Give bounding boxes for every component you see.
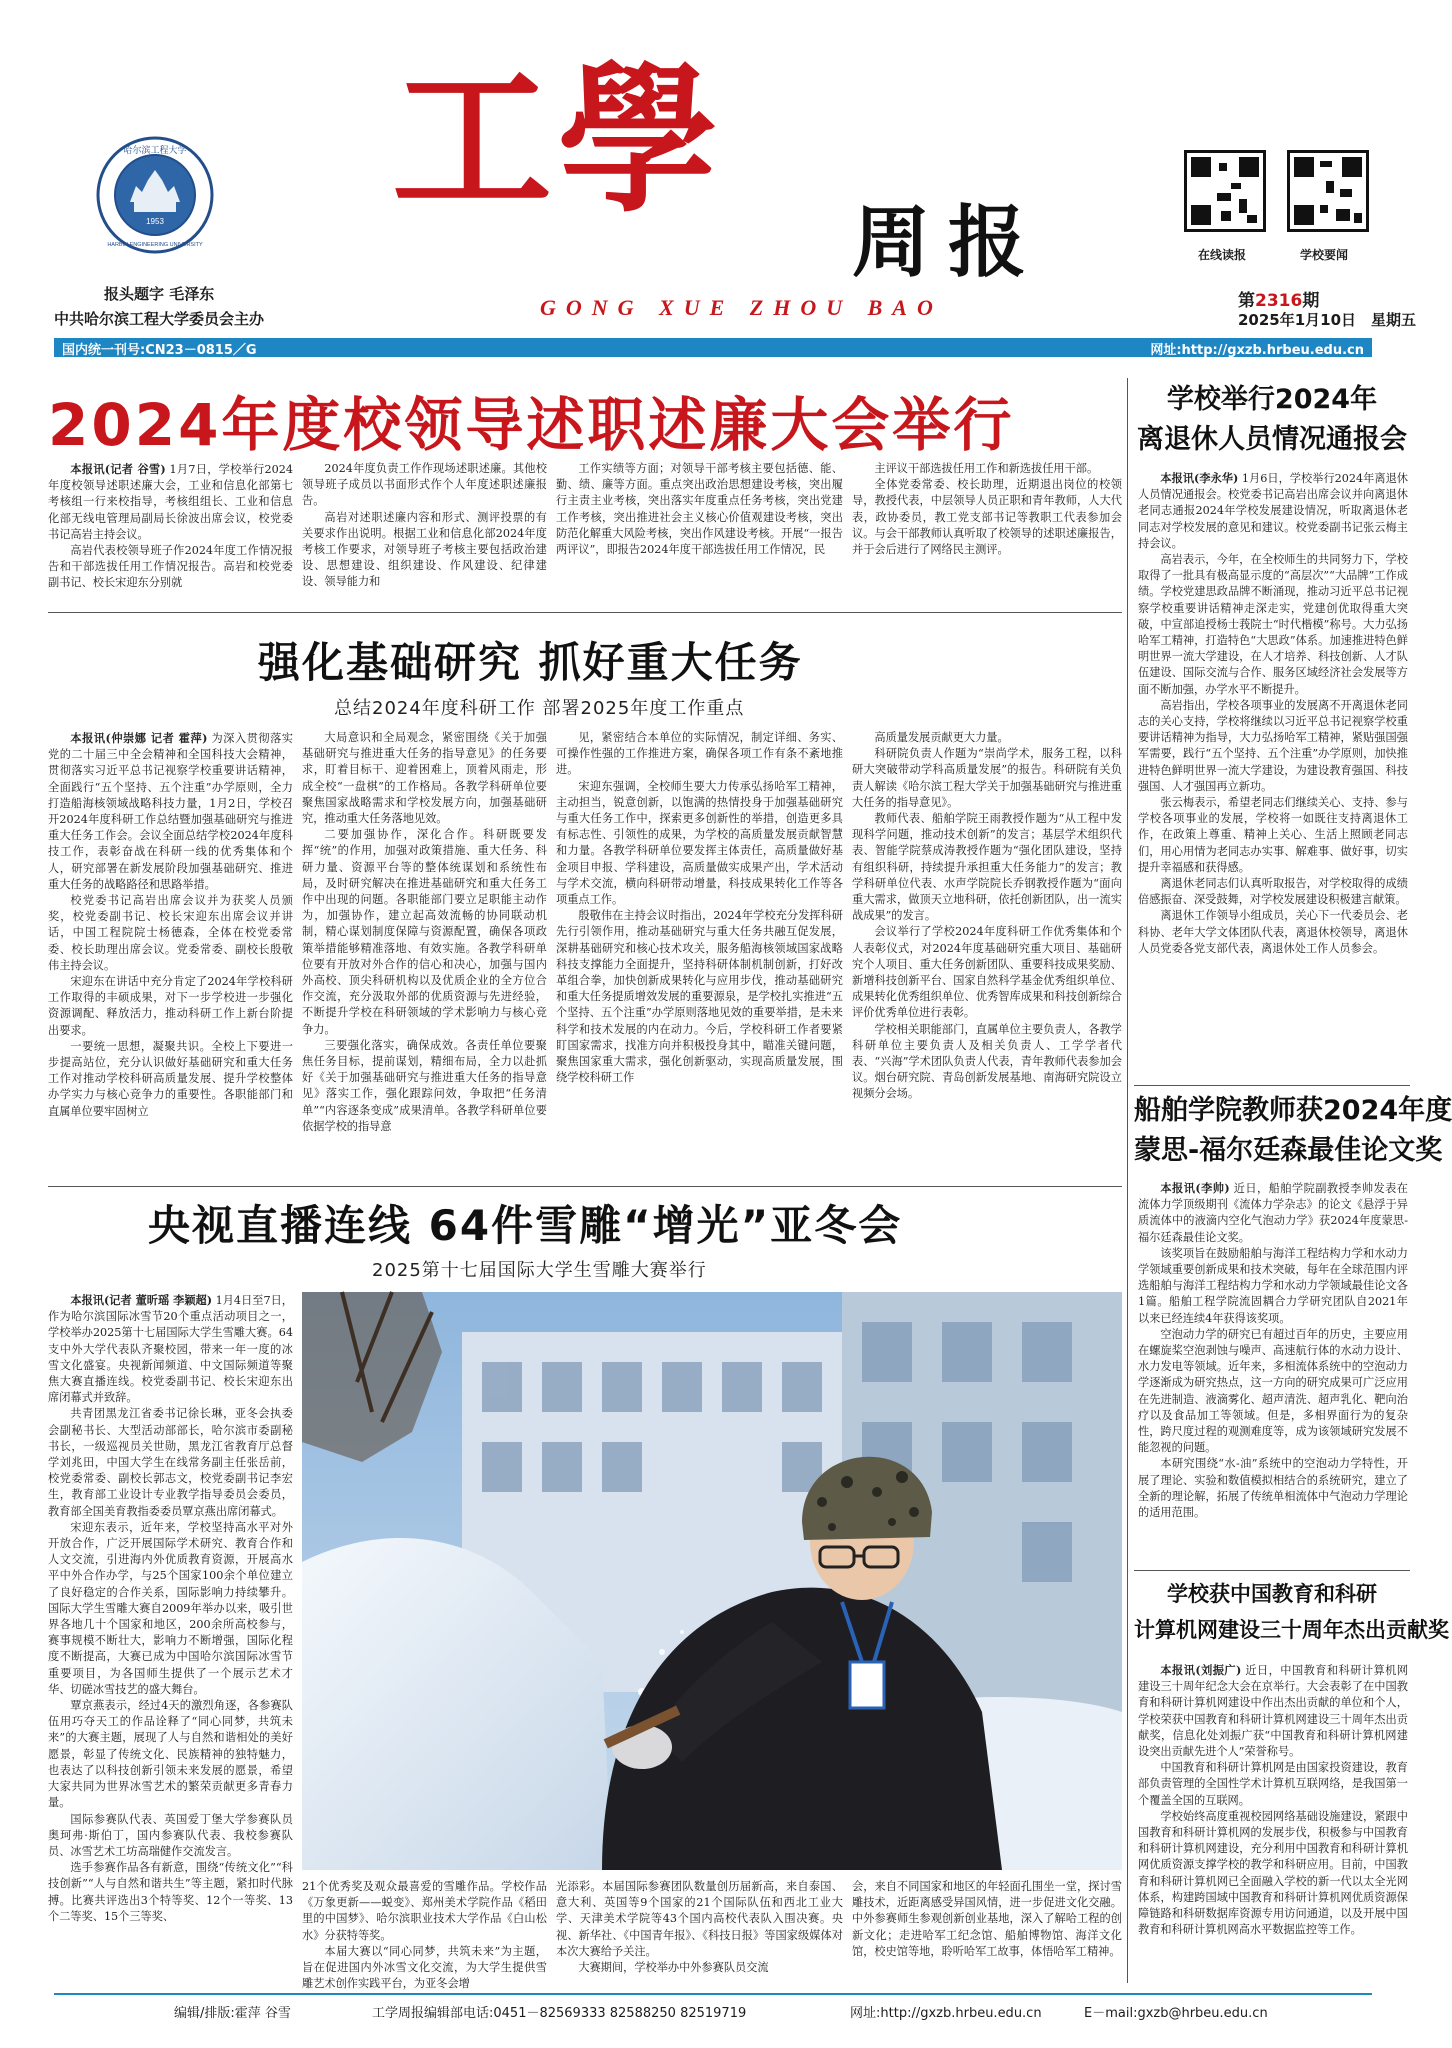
seal-name: 哈尔滨工程大学 (123, 146, 187, 156)
paragraph: 选手参赛作品各有新意，围绕“传统文化”“科技创新”“人与自然和谐共生”等主题，紧扣时代脉搏。比赛共评选出3个特等奖、12个一等奖、13个二等奖、15个三等奖、 (48, 1861, 293, 1923)
paragraph: 全体党委常委、校长助理，近期退出岗位的校领导，教授代表，中层领导人员正职和青年教师，人大代表，政协委员，教工党支部书记等教职工代表参加会议。与会干部教师认真听取了校领导的述职述廉报告，并于会后进行了网络民主测评。 (852, 478, 1122, 557)
paragraph: 二要加强协作，深化合作。科研既要发挥“统”的作用，加强对政策措施、重大任务、科研力量、资源平台等的整体统谋划和系统性布局，及时研究解决在推进基础研究和重大任务工作中出现的问题。各职能部门要立足职能主动作为，加强协作，建立起高效流畅的协同联动机制，精心谋划制度保障与资源配置，确保各项政策举措能够精准落地、有效实施。各教学科研单位要有开放对外合作的信心和决心，加强与国内外高校、顶尖科研机构以及优质企业的全方位合作交流，充分汲取外部的优质资源与先进经验，不断提升学校在科研领域的学术影响力与核心竞争力。 (302, 828, 547, 1036)
paragraph: 科研院负责人作题为“崇尚学术，服务工程，以科研大突破带动学科高质量发展”的报告。科研院有关负责人解读《哈尔滨工程大学关于加强基础研究与推进重大任务的指导意见》。 (852, 747, 1122, 809)
cn-number: 国内统一刊号:CN23－0815／G (62, 343, 257, 358)
paragraph: 离退休老同志们认真听取报告，对学校取得的成绩倍感振奋、深受鼓舞，对学校发展建设积极建言献策。 (1138, 877, 1408, 907)
footer (54, 1993, 1372, 2023)
article1-column-2 (302, 461, 547, 601)
qr-code-reader-icon[interactable] (1184, 150, 1266, 232)
article3-bottom-column-3 (852, 1879, 1122, 1979)
paragraph: 中国教育和科研计算机网是由国家投资建设，教育部负责管理的全国性学术计算机互联网络，是我国第一个覆盖全国的互联网。 (1138, 1761, 1408, 1807)
paragraph: 本研究围绕“水-油”系统中的空泡动力学特性，开展了理论、实验和数值模拟相结合的系统研究，建立了全新的理论解，拓展了传统单相流体中气泡动力学理论的适用范围。 (1138, 1457, 1408, 1520)
paragraph: 本届大赛以“同心同梦，共筑未来”为主题，旨在促进国内外冰雪文化交流，为大学生提供雪雕艺术创作实践平台，为亚冬会增 (302, 1944, 547, 1991)
article2-subheadline: 总结2024年度科研工作 部署2025年度工作重点 (334, 698, 745, 719)
article2-column-2 (302, 730, 547, 1185)
paragraph: 离退休工作领导小组成员，关心下一代委员会、老科协、老年大学文体团队代表，离退休校领导，离退休人员党委各党支部代表，离退休处工作人员参会。 (1138, 909, 1408, 955)
footer-website[interactable]: 网址:http://gxzb.hrbeu.edu.cn (850, 2006, 1042, 2021)
paragraph: 该奖项旨在鼓励船舶与海洋工程结构力学和水动力学领域重要创新成果和技术突破，每年在全球范围内评选船舶与海洋工程结构力学和水动力学领域最佳论文各1篇。船舶工程学院流固耦合力学研究团队自2021年以来已经连续4年获得该奖项。 (1138, 1246, 1408, 1325)
paragraph: 一要统一思想，凝聚共识。全校上下要进一步提高站位，充分认识做好基础研究和重大任务工作对推动学校科研高质量发展、提升学校整体办学实力与核心竞争力的重要性。各职能部门和直属单位要牢固树立 (48, 1039, 293, 1118)
article3-headline: 央视直播连线 64件雪雕“增光”亚冬会 (148, 1201, 903, 1250)
paragraph: 大局意识和全局观念，紧密围绕《关于加强基础研究与推进重大任务的指导意见》的任务要求，盯着目标干、迎着困难上，顶着风雨走，形成全校“一盘棋”的工作格局。各教学科研单位要聚焦国家战略需求和学校发展方向，加强基础研究，推动重大任务落地见效。 (302, 731, 547, 826)
footer-editors: 编辑/排版:霍萍 谷雪 (174, 2006, 291, 2021)
sidebar3-text (1138, 1662, 1408, 1980)
sidebar3-headline: 学校获中国教育和科研 计算机网建设三十周年杰出贡献奖 (1134, 1582, 1449, 1642)
footer-email[interactable]: E－mail:gxzb@hrbeu.edu.cn (1084, 2006, 1268, 2021)
paragraph: 宋迎东强调，全校师生要大力传承弘扬哈军工精神，主动担当，锐意创新，以饱满的热情投身于加强基础研究与重大任务工作中，探索更多创新性的举措，创造更多具有标志性、引领性的成果，为学校的高质量发展贡献智慧和力量。各教学科研单位要发挥主体责任，高质量做好基金项目申报、学科建设，高质量做实成果产出，学术活动与学术交流，横向科研带动增量，科技成果转化工作等各项重点工作。 (556, 779, 843, 907)
paragraph: 校党委书记高岩出席会议并为获奖人员颁奖，校党委副书记、校长宋迎东出席会议并讲话，中国工程院院士杨德森，全体在校党委常委、校长助理出席会议。党委常委、副校长殷敬伟主持会议。 (48, 894, 293, 972)
qr-news-label: 学校要闻 (1300, 248, 1349, 262)
paragraph: 三要强化落实，确保成效。各责任单位要聚焦任务目标，提前谋划，精细布局，全力以赴抓好《关于加强基础研究与推进重大任务的指导意见》落实工作，强化跟踪问效，争取把“任务清单”“内容逐条变成”成果清单。各教学科研单位要依据学校的指导意 (302, 1038, 547, 1133)
paragraph: 学校相关职能部门，直属单位主要负责人，各教学科研单位主要负责人及相关负责人、工学学者代表、“兴海”学术团队负责人代表，青年教师代表参加会议。烟台研究院、青岛创新发展基地、南海研究院设立视频分会场。 (852, 1022, 1122, 1101)
newspaper-title-weekly: 周报 (852, 198, 1045, 288)
column-divider (1127, 378, 1128, 1983)
article1-column-4 (852, 461, 1122, 601)
paragraph: 工作实绩等方面；对领导干部考核主要包括德、能、勤、绩、廉等方面。重点突出政治思想建设考核，突出履行主责主业考核，突出落实年度重点任务考核，突出党建工作考核，突出推进社会主义核心价值观建设考核，突出防范化解重大风险考核，突出作风建设考核。开展“一报告两评议”，即报告2024年度干部选拔任用工作情况，民 (556, 462, 843, 557)
article3-bottom-column-1 (302, 1879, 547, 1991)
paragraph: 高质量发展贡献更大力量。 (874, 731, 1009, 744)
paragraph: 本报讯(记者 董昕瑶 李颖超) 1月4日至7日，作为哈尔滨国际冰雪节20个重点活动项目之一，学校举办2025第十七届国际大学生雪雕大赛。64支中外大学代表队齐聚校园，带来一年一度的冰雪文化盛宴。央视新闻频道、中文国际频道等聚焦大赛直播连线。校党委副书记、校长宋迎东出席闭幕式并致辞。 (48, 1293, 293, 1405)
paragraph: 宋迎东在讲话中充分肯定了2024年学校科研工作取得的丰硕成果，对下一步学校进一步强化资源调配、释放活力，推动科研工作上新台阶提出要求。 (48, 975, 293, 1037)
divider (1134, 1570, 1410, 1571)
paragraph: 本报讯(仲崇娜 记者 霍萍) 为深入贯彻落实党的二十届三中全会精神和全国科技大会精神，贯彻落实习近平总书记视察学校重要讲话精神，全面践行“五个坚持、五个注重”办学原则，全力打造船海核领域战略科技力量，1月2日，学校召开2024年度科研工作总结暨加强基础研究与推进重大任务工作会。会议全面总结学校2024年度科技工作，表彰奋战在科研一线的优秀集体和个人，研究部署在新发展阶段加强基础研究、推进重大任务的战略路径和思路举措。 (48, 731, 293, 891)
qr-code-news-icon[interactable] (1287, 150, 1369, 232)
paragraph: 主评议干部选拔任用工作和新选拔任用干部。 (874, 462, 1099, 475)
paragraph: 本报讯(李永华) 1月6日，学校举行2024年离退休人员情况通报会。校党委书记高岩出席会议并向离退休老同志通报2024年学校发展建设情况，听取离退休老同志对学校发展的意见和建议。校党委副书记张云梅主持会议。 (1138, 471, 1408, 550)
info-bar (54, 338, 1372, 357)
paragraph: 高岩表示，今年，在全校师生的共同努力下，学校取得了一批具有极高显示度的“高层次”“大品牌”工作成绩。学校党建思政品牌不断涌现，推动习近平总书记视察学校重要讲话精神走深走实，党建创优取得重大突破，中宣部追授杨士莪院士“时代楷模”称号。大力弘扬哈军工精神，打造特色“大思政”体系。加速推进特色鲜明世界一流大学建设，在人才培养、科技创新、人才队伍建设、国际交流与合作、服务区域经济社会发展等方面不断加强，办学水平不断提升。 (1138, 553, 1408, 696)
paragraph: 共青团黑龙江省委书记徐长琳，亚冬会执委会副秘书长、大型活动部部长，哈尔滨市委副秘书长，一级巡视员关世勋，黑龙江省教育厅总督学刘兆田，中国大学生在线常务副主任张岳前，校党委常委、副校长郭志文，校党委副书记李宏生，教育部工业设计专业教学指导委员会委员，教育部全国美育教指委委员覃京燕出席闭幕式。 (48, 1407, 293, 1518)
sidebar1-headline: 学校举行2024年 离退休人员情况通报会 (1137, 384, 1407, 455)
article2-column-3 (556, 730, 843, 1185)
article1-column-3 (556, 461, 843, 601)
paragraph: 空泡动力学的研究已有超过百年的历史，主要应用在螺旋桨空泡剥蚀与噪声、高速航行体的水动力设计、水力发电等领域。近年来，多相流体系统中的空泡动力学逐渐成为研究热点，这一方向的研究成果可广泛应用在先进制造、液滴雾化、超声清洗、超声乳化、靶向治疗以及食品加工等领域。但是，多相界面行为的复杂性，跨尺度过程的观测难度等，成为该领域研究发展不能忽视的问题。 (1138, 1327, 1408, 1455)
article2-column-4 (852, 730, 1122, 1185)
paragraph: 本报讯(刘振广) 近日，中国教育和科研计算机网建设三十周年纪念大会在京举行。大会表彰了在中国教育和科研计算机网建设中作出杰出贡献的单位和个人，学校荣获中国教育和科研计算机网建设三十周年杰出贡献奖，信息化处刘振广获“中国教育和科研计算机网建设突出贡献先进个人”荣誉称号。 (1138, 1663, 1408, 1759)
paragraph: 会，来自不同国家和地区的年轻面孔围坐一堂，探讨雪雕技术，近距离感受异国风情，进一步促进文化交融。中外参赛师生参观创新创业基地，深入了解哈工程的创新文化；走进哈军工纪念馆、船舶博物馆、海洋文化馆，校史馆等地，聆听哈军工故事，体悟哈军工精神。 (852, 1880, 1122, 1958)
website-link[interactable]: 网址:http://gxzb.hrbeu.edu.cn (1150, 343, 1364, 358)
article3-column-1 (48, 1292, 293, 1979)
divider (48, 612, 1122, 613)
paragraph: 本报讯(李帅) 近日，船舶学院副教授李帅发表在流体力学顶级期刊《流体力学杂志》的论文《悬浮于异质流体中的液滴内空化气泡动力学》获2024年度蒙思-福尔廷森最佳论文奖。 (1138, 1181, 1408, 1244)
paragraph: 会议举行了学校2024年度科研工作优秀集体和个人表彰仪式，对2024年度基础研究重大项目、基础研究个人项目、重大任务创新团队、重要科技成果奖励、新增科技创新平台、国家自然科学基金优秀组织单位、成果转化优秀组织单位、优秀智库成果和科技创新综合评价优秀单位进行表彰。 (852, 925, 1122, 1020)
paragraph: 宋迎东表示，近年来，学校坚持高水平对外开放合作，广泛开展国际学术研究、教育合作和人文交流，引进海内外优质教育资源，开展高水平中外合作办学，与25个国家100余个单位建立了良好稳定的合作关系，国际影响力持续攀升。国际大学生雪雕大赛自2009年举办以来，吸引世界各地几十个国家和地区，200余所高校参与，赛事规模不断壮大，影响力不断增强，国际化程度不断提高，大赛已成为中国哈尔滨国际冰雪节重要项目，为各国师生提供了一个展示艺术才华、切磋冰雪技艺的盛大舞台。 (48, 1520, 293, 1696)
issue-number: 第2316期 (1238, 291, 1320, 311)
footer-phone: 工学周报编辑部电话:0451－82569333 82588250 82519719 (372, 2006, 747, 2021)
article2-headline: 强化基础研究 抓好重大任务 (258, 638, 803, 687)
paragraph: 张云梅表示，希望老同志们继续关心、支持、参与学校各项事业的发展，学校将一如既往支持离退休工作，在政策上尊重、精神上关心、生活上照顾老同志们，用心用情为老同志办实事、解难事、做好事，切实提升幸福感和获得感。 (1138, 796, 1408, 874)
paragraph: 见，紧密结合本单位的实际情况，制定详细、务实、可操作性强的工作推进方案，确保各项工作有条不紊地推进。 (556, 731, 843, 777)
paragraph: 高岩指出，学校各项事业的发展离不开离退休老同志的关心支持，学校将继续以习近平总书记视察学校重要讲话精神为指导，大力弘扬哈军工精神，紧贴强国强军需要，践行“五个坚持、五个注重”办学原则，加快推进特色鲜明世界一流大学建设，为建设教育强国、科技强国、人才强国再立新功。 (1138, 698, 1408, 793)
paragraph: 2024年度负责工作作现场述职述廉。其他校领导班子成员以书面形式作个人年度述职述廉报告。 (302, 462, 547, 508)
paragraph: 21个优秀奖及观众最喜爱的雪雕作品。学校作品《万象更新——蜕变》、郑州美术学院作品《稻田里的中国梦》、哈尔滨职业技术大学作品《白山松水》分获特等奖。 (302, 1880, 547, 1942)
sidebar2-text (1138, 1180, 1408, 1565)
paragraph: 教师代表、船舶学院王雨教授作题为“从工程中发现科学问题，推动技术创新”的发言；基层学术组织代表、智能学院蔡成涛教授作题为“强化团队建设，坚持有组织科研，持续提升承担重大任务能力”的发言；教学科研单位代表、水声学院院长乔钢教授作题为“面向重大需求，做顶天立地科研，依托创新团队，出一流实战成果”的发言。 (852, 812, 1122, 923)
article2-column-1 (48, 730, 293, 1185)
publisher: 中共哈尔滨工程大学委员会主办 (54, 310, 265, 328)
paragraph: 高岩对述职述廉内容和形式、测评投票的有关要求作出说明。根据工业和信息化部2024年度考核工作要求，对领导班子考核主要包括政治建设、思想建设、组织建设、作风建设、纪律建设、领导能力和 (302, 510, 547, 589)
paragraph: 学校始终高度重视校园网络基础设施建设，紧跟中国教育和科研计算机网的发展步伐，积极参与中国教育和科研计算机网建设，充分利用中国教育和科研计算机网优质资源支撑学校的教学和科研应用。目前，中国教育和科研计算机网已全面融入学校的新一代以太全光网体系，构建跨国域中国教育和科研计算机网优质资源保障链路和科研数据库资源专用访问通道，以及开展中国教育和科研计算机网高水平数据监控等工作。 (1138, 1809, 1408, 1937)
paragraph: 光添彩。本届国际参赛团队数量创历届新高，来自泰国、意大利、英国等9个国家的21个国际队伍和西北工业大学、天津美术学院等43个国内高校代表队入围决赛。央视、新华社、《中国青年报》、《科技日报》等国家级媒体对本次大赛给予关注。 (556, 1880, 843, 1958)
university-seal-icon (96, 136, 214, 254)
divider (48, 1186, 1122, 1187)
qr-reader-label: 在线读报 (1198, 248, 1247, 262)
paragraph: 本报讯(记者 谷雪) 1月7日，学校举行2024年度校领导述职述廉大会，工业和信息化部第七考核组一行来校指导，考核组组长、工业和信息化部无线电管理局副局长徐波出席会议，校党委书记高岩主持会议。 (48, 462, 294, 541)
seal-english-name: HARBIN ENGINEERING UNIVERSITY (107, 242, 203, 248)
issue-date: 2025年1月10日 星期五 (1238, 311, 1417, 329)
title-inscription: 报头题字 毛泽东 (104, 285, 215, 303)
article3-subheadline: 2025第十七届国际大学生雪雕大赛举行 (372, 1260, 707, 1281)
article1-headline: 2024年度校领导述职述廉大会举行 (48, 391, 1015, 459)
sidebar1-text (1138, 470, 1408, 1082)
paragraph: 高岩代表校领导班子作2024年度工作情况报告和干部选拔任用工作情况报告。高岩和校党委副书记、校长宋迎东分别就 (48, 544, 293, 590)
divider (1134, 1085, 1410, 1086)
paragraph: 大赛期间，学校举办中外参赛队员交流 (578, 1961, 769, 1975)
article3-bottom-column-2 (556, 1879, 843, 1979)
snow-sculptor-photo (302, 1292, 1122, 1870)
paragraph: 殷敬伟在主持会议时指出，2024年学校充分发挥科研先行引领作用，推动基础研究与重大任务共融互促发展，深耕基础研究和核心技术攻关，服务船海核领域国家战略科技支撑能力全面提升，坚持科研体制机制创新，打好改革组合拳，加快创新成果转化与应用步伐，推动基础研究和重大任务提质增效发展的重要源泉，是学校扎实推进“五个坚持、五个注重”办学原则落地见效的重要举措，是未来科学和技术发展的内在动力。今后，学校科研工作者要紧盯国家需求，找准方向并积极投身其中，瞄准关键问题，聚焦国家重大需求，强化创新驱动，实现高质量发展，围绕学校科研工作 (556, 909, 843, 1085)
sidebar2-headline: 船舶学院教师获2024年度 蒙思-福尔廷森最佳论文奖 (1134, 1095, 1452, 1166)
newspaper-pinyin: GONG XUE ZHOU BAO (540, 295, 943, 320)
paragraph: 覃京燕表示，经过4天的激烈角逐，各参赛队伍用巧夺天工的作品诠释了“同心同梦，共筑未来”的大赛主题，展现了人与自然和谐相处的美好愿景，彰显了传统文化、民族精神的独特魅力，也表达了以科技创新引领未来发展的愿景，希望大家共同为世界冰雪艺术的繁荣贡献更多青春力量。 (48, 1699, 293, 1810)
newspaper-title: 工學 (392, 46, 725, 234)
article1-column-1 (48, 461, 293, 601)
masthead (0, 0, 1425, 358)
paragraph: 国际参赛队代表、英国爱丁堡大学参赛队员奥珂弗·斯伯丁，国内参赛队代表、我校参赛队员、冰雪艺术工坊高瑞健作交流发言。 (48, 1812, 293, 1858)
seal-year: 1953 (146, 217, 164, 226)
